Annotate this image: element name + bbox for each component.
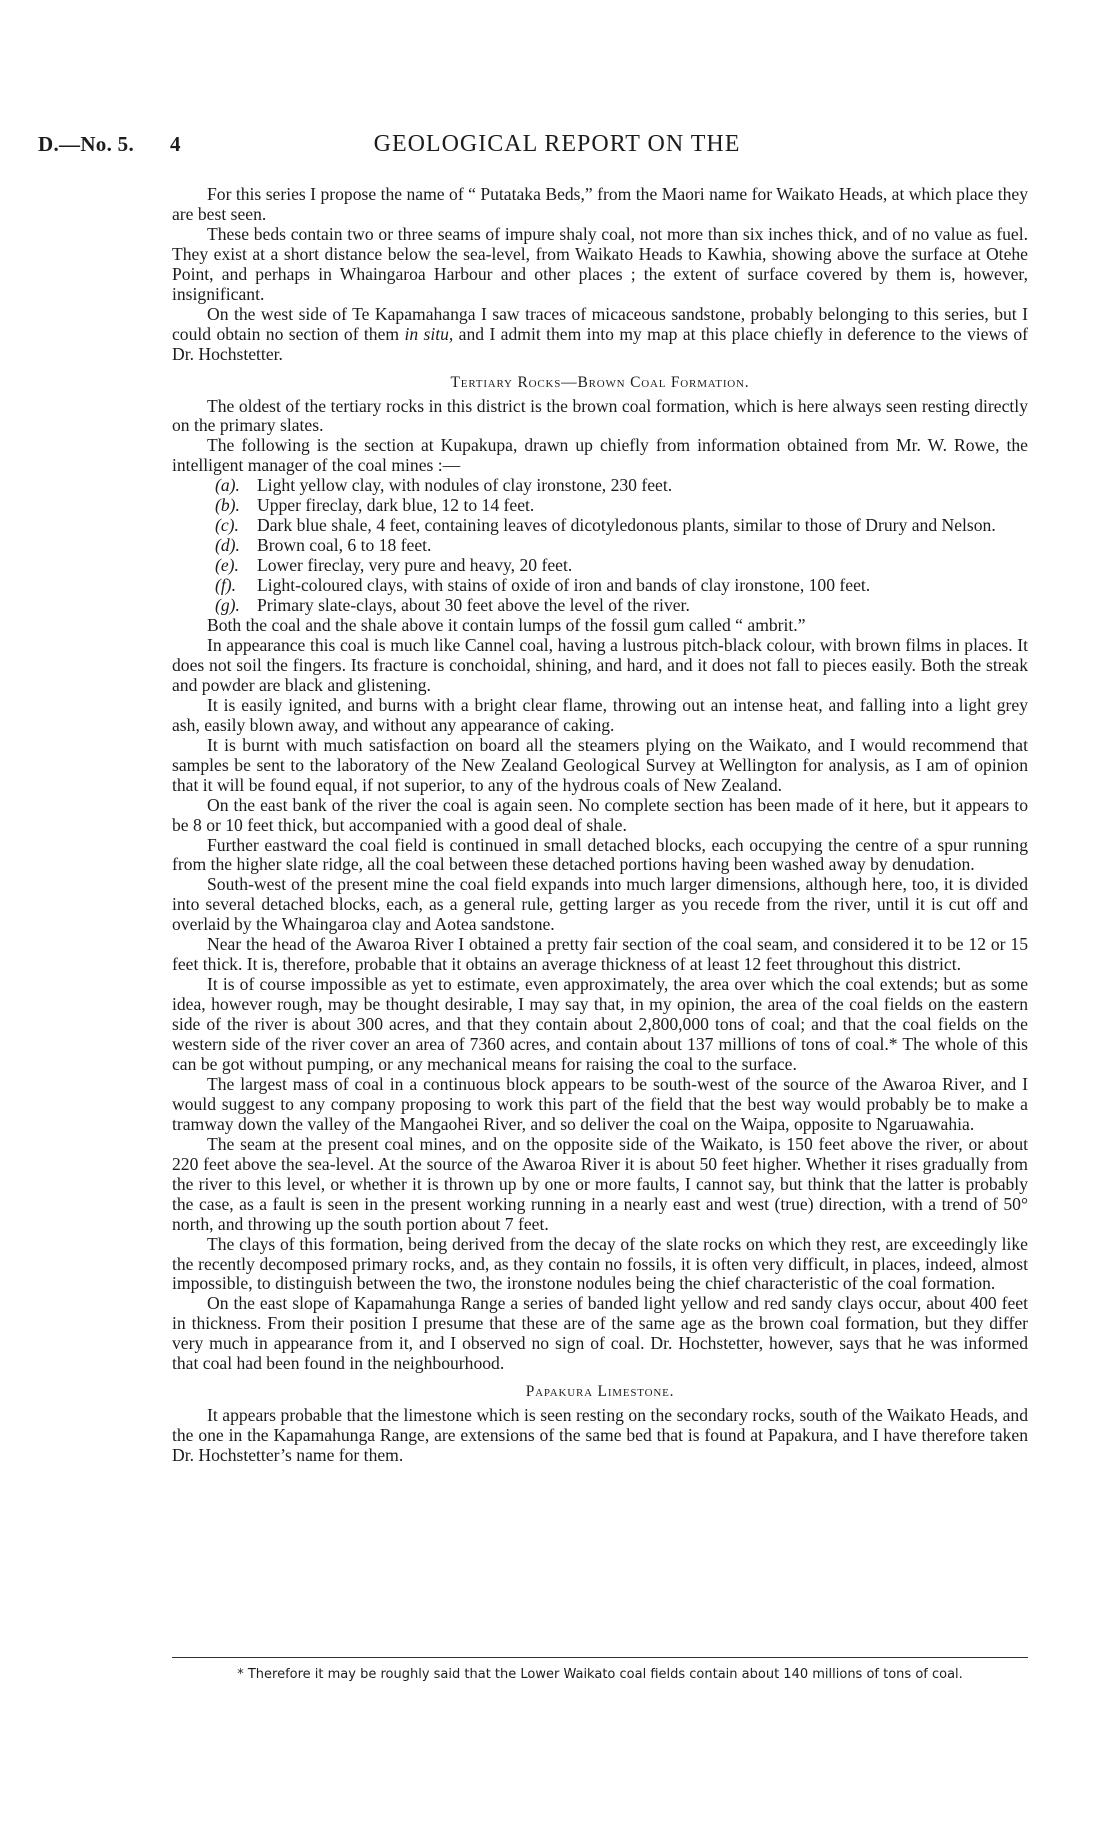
paragraph: It is easily ignited, and burns with a bright clear flame, throwing out an intense heat, and falling into a light grey ash, easily blown away, and without any appearance of caking.: [172, 694, 1028, 735]
list-item-text: Light-coloured clays, with stains of oxide of iron and bands of clay ironstone, 100 feet.: [257, 575, 871, 596]
paragraph: The largest mass of coal in a continuous block appears to be south-west of the source of the Awaroa River, and I would suggest to any company proposing to work this part of the field that the best way would probably be to make a tramway down the valley of the Mangaohei River, and so deliver the coal on the Waipa, opposite to Ngaruawahia.: [172, 1073, 1028, 1134]
list-item: [172, 576, 1028, 596]
list-item: [172, 516, 1028, 536]
list-item-text: Light yellow clay, with nodules of clay ironstone, 230 feet.: [257, 475, 673, 496]
section-heading: [172, 1381, 1028, 1402]
list-item-label: (a).: [215, 475, 240, 496]
paragraph: It is of course impossible as yet to estimate, even approximately, the area over which the coal extends; but as some idea, however rough, may be thought desirable, I may say that, in my opinion, the area of the coal fields on the eastern side of the river is about 300 acres, and that they contain about 2,800,000 tons of coal; and that the coal fields on the western side of the river cover an area of 7360 acres, and contain about 137 millions of tons of coal.* The whole of this can be got without pumping, or any mechanical means for raising the coal to the surface.: [172, 974, 1028, 1074]
list-item-label: (c).: [215, 515, 239, 536]
list-item-text: Dark blue shale, 4 feet, containing leaves of dicotyledonous plants, similar to those of Drury and Nelson.: [257, 515, 996, 536]
list-item-text: Upper fireclay, dark blue, 12 to 14 feet.: [257, 495, 535, 516]
paragraph: The seam at the present coal mines, and on the opposite side of the Waikato, is 150 feet above the river, or about 220 feet above the sea-level. At the source of the Awaroa River it is about 50 feet higher. Whether it rises gradually from the river to this level, or whether it is thrown up by one or more faults, I cannot say, but think that the latter is probably the case, as a fault is seen in the present working running in a nearly east and west (true) direction, with a trend of 50° north, and throwing up the south portion about 7 feet.: [172, 1133, 1028, 1234]
list-item: [172, 596, 1028, 616]
list-item-label: (e).: [215, 555, 239, 576]
paragraph: In appearance this coal is much like Cannel coal, having a lustrous pitch-black colour, with brown films in places. It does not soil the fingers. Its fracture is conchoidal, shining, and hard, and it does not fall to pieces easily. Both the streak and powder are black and glistening.: [172, 634, 1028, 695]
section-heading-text: Papakura Limestone.: [525, 1383, 675, 1401]
italic-term: in situ,: [404, 323, 454, 344]
body-text: [172, 185, 1028, 1466]
paragraph: On the east slope of Kapamahunga Range a series of banded light yellow and red sandy clays occur, about 400 feet in thickness. From their position I presume that these are of the same age as the brown coal formation, but they differ very much in appearance from it, and I observed no sign of coal. Dr. Hochstetter, however, says that he was informed that coal had been found in the neighbourhood.: [172, 1293, 1028, 1374]
paragraph: It is burnt with much satisfaction on board all the steamers plying on the Waikato, and I would recommend that samples be sent to the laboratory of the New Zealand Geological Survey at Wellington for analysis, as I am of opinion that it will be found equal, if not superior, to any of the hydrous coals of New Zealand.: [172, 734, 1028, 795]
list-item: [172, 556, 1028, 576]
list-item: [172, 496, 1028, 516]
paragraph-text: and I admit them into my map at this place chiefly in deference to the views of Dr. Hochstetter.: [172, 323, 1029, 364]
paragraph: South-west of the present mine the coal field expands into much larger dimensions, although here, too, it is divided into several detached blocks, each, as a general rule, getting larger as you recede from the river, until it is cut off and overlaid by the Whaingaroa clay and Aotea sandstone.: [172, 874, 1028, 935]
list-item-label: (f).: [215, 575, 237, 596]
list-item: [172, 536, 1028, 556]
paragraph: On the east bank of the river the coal is again seen. No complete section has been made of it here, but it appears to be 8 or 10 feet thick, but accompanied with a good deal of shale.: [172, 794, 1028, 835]
list-item-text: Brown coal, 6 to 18 feet.: [257, 535, 432, 556]
list-item-text: Primary slate-clays, about 30 feet above the level of the river.: [257, 595, 690, 616]
paragraph: [172, 305, 1028, 365]
section-heading: [172, 372, 1028, 393]
paragraph: These beds contain two or three seams of impure shaly coal, not more than six inches thick, and of no value as fuel. They exist at a short distance below the sea-level, from Waikato Heads to Kawhia, showing above the surface at Otehe Point, and perhaps in Whaingaroa Harbour and other places ; the extent of surface covered by them is, however, insignificant.: [172, 223, 1028, 304]
list-item-label: (d).: [215, 535, 240, 556]
list-item-text: Lower fireclay, very pure and heavy, 20 feet.: [257, 555, 573, 576]
paragraph: For this series I propose the name of “ Putataka Beds,” from the Maori name for Waikato Heads, at which place they are best seen.: [172, 184, 1028, 224]
paragraph: Further eastward the coal field is continued in small detached blocks, each occupying the centre of a spur running from the higher slate ridge, all the coal between these detached portions having been washed away by denudation.: [172, 834, 1028, 875]
section-list: [172, 476, 1028, 616]
list-item: [172, 476, 1028, 496]
page-number: 4: [170, 132, 181, 156]
paragraph: The following is the section at Kupakupa, drawn up chiefly from information obtained from Mr. W. Rowe, the intelligent manager of the coal mines :—: [172, 435, 1028, 476]
paragraph: It appears probable that the limestone which is seen resting on the secondary rocks, south of the Waikato Heads, and the one in the Kapamahunga Range, are extensions of the same bed that is found at Papakura, and I have therefore taken Dr. Hochstetter’s name for them.: [172, 1405, 1028, 1466]
paragraph: The clays of this formation, being derived from the decay of the slate rocks on which they rest, are exceedingly like the recently decomposed primary rocks, and, as they contain no fossils, it is often very difficult, in places, indeed, almost impossible, to distinguish between the two, the ironstone nodules being the chief characteristic of the coal formation.: [172, 1233, 1028, 1294]
paragraph: The oldest of the tertiary rocks in this district is the brown coal formation, which is here always seen resting directly on the primary slates.: [172, 395, 1028, 436]
paragraph: Both the coal and the shale above it contain lumps of the fossil gum called “ ambrit.”: [207, 615, 806, 636]
list-item-label: (g).: [215, 595, 240, 616]
page-title: GEOLOGICAL REPORT ON THE: [373, 131, 741, 157]
report-reference: D.—No. 5.: [38, 132, 135, 156]
footnote: * Therefore it may be roughly said that the Lower Waikato coal fields contain about 140 millions of tons of coal.: [237, 1667, 963, 1682]
section-heading-text: Tertiary Rocks—Brown Coal Formation.: [450, 373, 750, 391]
footnote-divider: [172, 1657, 1028, 1658]
list-item-label: (b).: [215, 495, 240, 516]
paragraph-text: On the west side of Te Kapamahanga I saw traces of micaceous sandstone, probably belonging to this series, but I could obtain no section of them: [172, 303, 1028, 344]
paragraph: Near the head of the Awaroa River I obtained a pretty fair section of the coal seam, and considered it to be 12 or 15 feet thick. It is, therefore, probable that it obtains an average thickness of at least 12 feet throughout this district.: [172, 934, 1028, 975]
